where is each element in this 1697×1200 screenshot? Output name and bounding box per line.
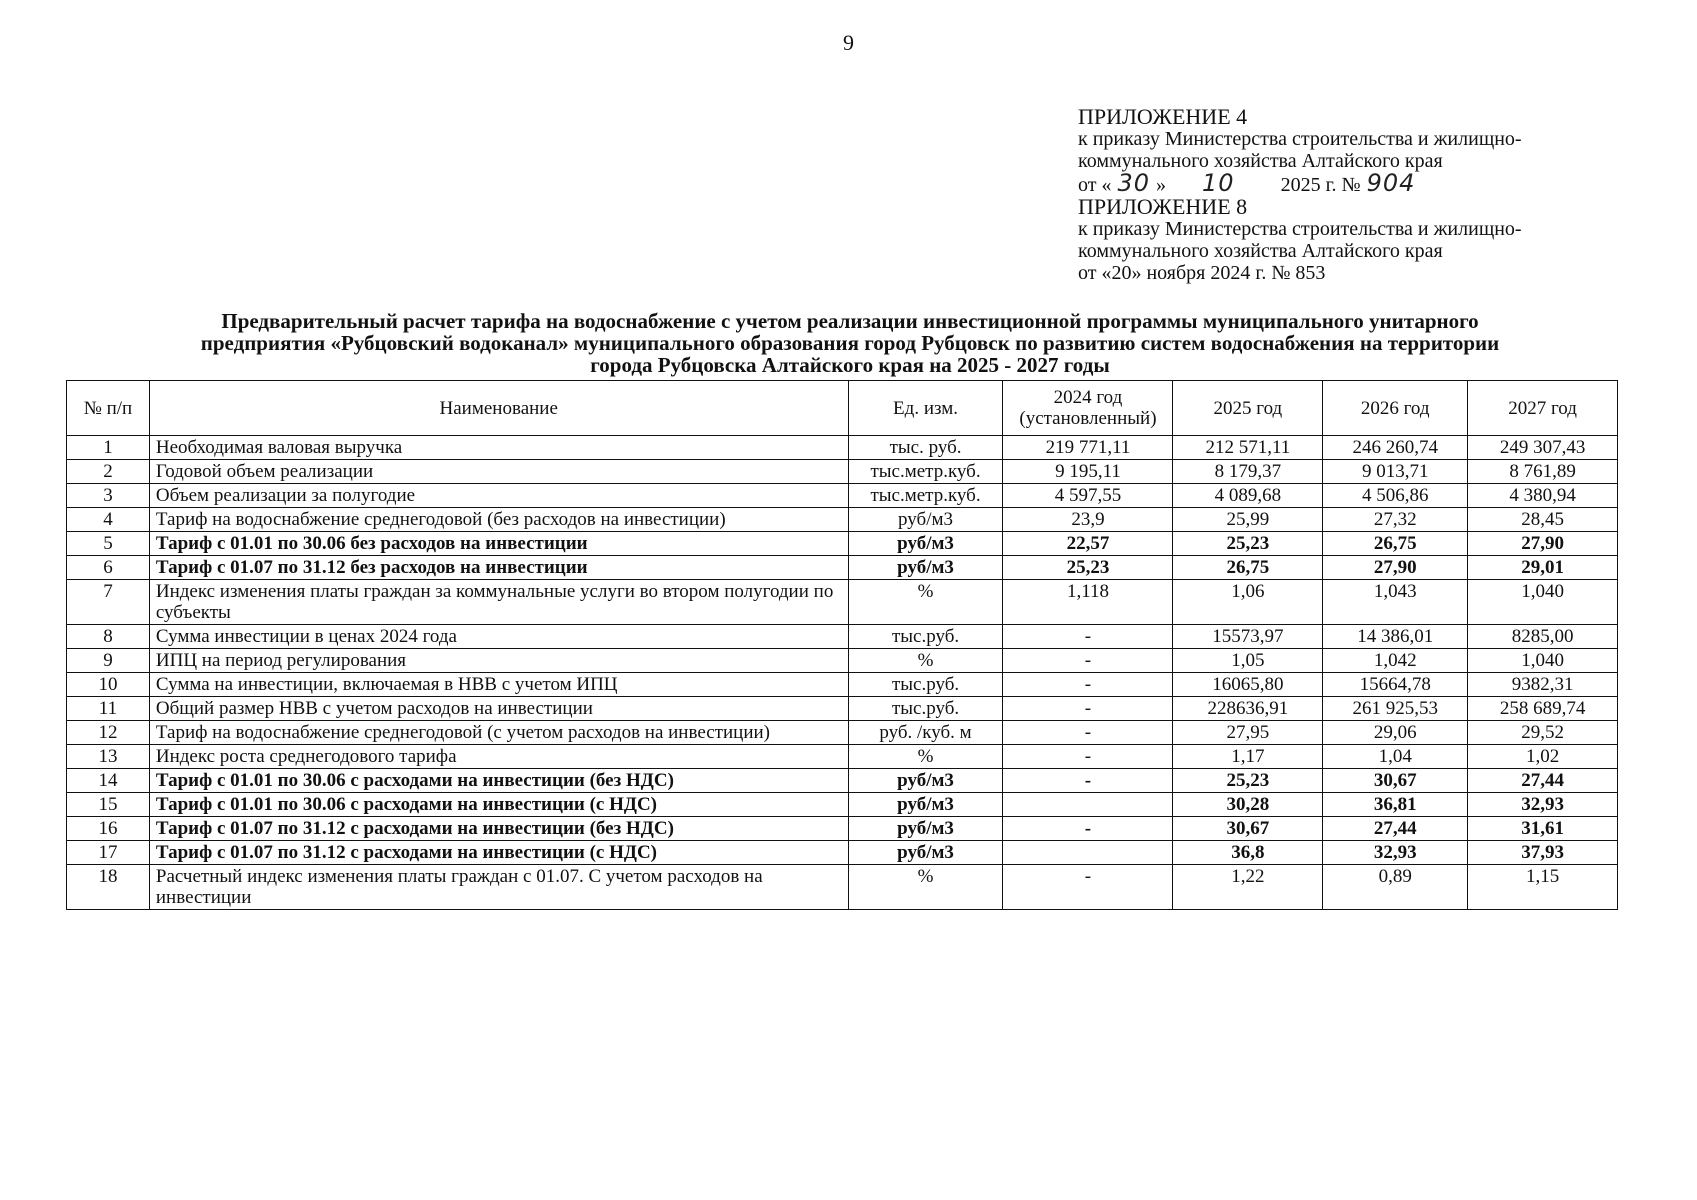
table-row xyxy=(67,436,1618,460)
row-name-cell: Тариф на водоснабжение среднегодовой (с учетом расходов на инвестиции) xyxy=(149,721,848,745)
row-value-2024: - xyxy=(1003,745,1173,769)
row-name-cell: ИПЦ на период регулирования xyxy=(149,649,848,673)
row-name-cell: Тариф с 01.01 по 30.06 с расходами на инвестиции (без НДС) xyxy=(149,769,848,793)
row-name-cell: Тариф с 01.07 по 31.12 с расходами на инвестиции (без НДС) xyxy=(149,817,848,841)
row-number-cell: 16 xyxy=(67,817,150,841)
row-value-2027: 27,44 xyxy=(1468,769,1618,793)
row-number-cell: 4 xyxy=(67,508,150,532)
row-number-cell: 8 xyxy=(67,625,150,649)
row-number-cell: 3 xyxy=(67,484,150,508)
table-row xyxy=(67,865,1618,910)
handwritten-month: 10 xyxy=(1202,169,1235,197)
row-value-2024: - xyxy=(1003,625,1173,649)
date-year: 2025 г. № xyxy=(1280,174,1361,196)
row-value-2025: 1,22 xyxy=(1173,865,1323,910)
row-number-cell: 18 xyxy=(67,865,150,910)
row-value-2025: 212 571,11 xyxy=(1173,436,1323,460)
row-value-2027: 1,040 xyxy=(1468,649,1618,673)
table-row xyxy=(67,721,1618,745)
row-value-2025: 4 089,68 xyxy=(1173,484,1323,508)
row-value-2025: 25,23 xyxy=(1173,769,1323,793)
document-title xyxy=(80,310,1620,376)
row-value-2026: 4 506,86 xyxy=(1323,484,1468,508)
row-number-cell: 11 xyxy=(67,697,150,721)
table-row xyxy=(67,580,1618,625)
row-value-2024: 25,23 xyxy=(1003,556,1173,580)
row-number-cell: 12 xyxy=(67,721,150,745)
row-value-2026: 261 925,53 xyxy=(1323,697,1468,721)
row-value-2024: 9 195,11 xyxy=(1003,460,1173,484)
date-day-suffix: » xyxy=(1156,174,1167,196)
row-value-2027: 37,93 xyxy=(1468,841,1618,865)
row-value-2026: 9 013,71 xyxy=(1323,460,1468,484)
row-name-cell: Годовой объем реализации xyxy=(149,460,848,484)
row-name-cell: Тариф с 01.01 по 30.06 без расходов на инвестиции xyxy=(149,532,848,556)
row-value-2027: 27,90 xyxy=(1468,532,1618,556)
row-name-cell: Тариф на водоснабжение среднегодовой (без расходов на инвестиции) xyxy=(149,508,848,532)
row-value-2024 xyxy=(1003,841,1173,865)
row-number-cell: 5 xyxy=(67,532,150,556)
row-value-2024: - xyxy=(1003,649,1173,673)
row-name-cell: Объем реализации за полугодие xyxy=(149,484,848,508)
row-value-2027: 9382,31 xyxy=(1468,673,1618,697)
table-row xyxy=(67,460,1618,484)
table-row xyxy=(67,532,1618,556)
table-row xyxy=(67,673,1618,697)
row-number-cell: 7 xyxy=(67,580,150,625)
appendix-date-line xyxy=(1078,169,1522,197)
row-value-2027: 249 307,43 xyxy=(1468,436,1618,460)
row-value-2026: 27,44 xyxy=(1323,817,1468,841)
row-value-2025: 1,05 xyxy=(1173,649,1323,673)
handwritten-number: 904 xyxy=(1366,169,1416,197)
row-name-cell: Общий размер НВВ с учетом расходов на инвестиции xyxy=(149,697,848,721)
row-name-cell: Тариф с 01.07 по 31.12 без расходов на инвестиции xyxy=(149,556,848,580)
row-value-2025: 26,75 xyxy=(1173,556,1323,580)
row-value-2026: 1,043 xyxy=(1323,580,1468,625)
row-value-2025: 25,23 xyxy=(1173,532,1323,556)
row-value-2025: 27,95 xyxy=(1173,721,1323,745)
row-value-2024: - xyxy=(1003,697,1173,721)
appendix-line-5: от «20» ноября 2024 г. № 853 xyxy=(1078,262,1326,284)
row-number-cell: 6 xyxy=(67,556,150,580)
row-unit-cell: тыс.руб. xyxy=(848,673,1003,697)
row-value-2027: 29,01 xyxy=(1468,556,1618,580)
header-cell: 2024 год (установленный) xyxy=(1003,381,1173,436)
row-value-2026: 36,81 xyxy=(1323,793,1468,817)
row-name-cell: Сумма на инвестиции, включаемая в НВВ с учетом ИПЦ xyxy=(149,673,848,697)
header-cell: 2027 год xyxy=(1468,381,1618,436)
title-line: предприятия «Рубцовский водоканал» муниципального образования город Рубцовск по развитию систем водоснабжения на территории xyxy=(200,331,1500,355)
row-unit-cell: руб/м3 xyxy=(848,508,1003,532)
table-row xyxy=(67,841,1618,865)
table-row xyxy=(67,769,1618,793)
row-unit-cell: руб/м3 xyxy=(848,793,1003,817)
row-value-2026: 29,06 xyxy=(1323,721,1468,745)
row-value-2027: 4 380,94 xyxy=(1468,484,1618,508)
row-unit-cell: % xyxy=(848,649,1003,673)
row-value-2025: 15573,97 xyxy=(1173,625,1323,649)
row-number-cell: 9 xyxy=(67,649,150,673)
row-number-cell: 15 xyxy=(67,793,150,817)
row-unit-cell: тыс.метр.куб. xyxy=(848,484,1003,508)
row-value-2025: 1,17 xyxy=(1173,745,1323,769)
title-line: Предварительный расчет тарифа на водоснабжение с учетом реализации инвестиционной программы муниципального унитарного xyxy=(221,309,1479,333)
table-row xyxy=(67,745,1618,769)
row-unit-cell: руб/м3 xyxy=(848,532,1003,556)
row-unit-cell: % xyxy=(848,745,1003,769)
row-value-2026: 1,04 xyxy=(1323,745,1468,769)
header-cell: 2026 год xyxy=(1323,381,1468,436)
row-value-2025: 228636,91 xyxy=(1173,697,1323,721)
row-unit-cell: % xyxy=(848,580,1003,625)
row-value-2026: 30,67 xyxy=(1323,769,1468,793)
row-value-2026: 1,042 xyxy=(1323,649,1468,673)
row-value-2025: 30,67 xyxy=(1173,817,1323,841)
row-value-2027: 29,52 xyxy=(1468,721,1618,745)
row-value-2024: - xyxy=(1003,865,1173,910)
table-row xyxy=(67,817,1618,841)
table-row xyxy=(67,649,1618,673)
row-name-cell: Сумма инвестиции в ценах 2024 года xyxy=(149,625,848,649)
row-value-2026: 32,93 xyxy=(1323,841,1468,865)
row-value-2025: 30,28 xyxy=(1173,793,1323,817)
row-number-cell: 2 xyxy=(67,460,150,484)
header-cell: 2025 год xyxy=(1173,381,1323,436)
row-value-2024: 22,57 xyxy=(1003,532,1173,556)
row-number-cell: 17 xyxy=(67,841,150,865)
row-name-cell: Тариф с 01.07 по 31.12 с расходами на инвестиции (с НДС) xyxy=(149,841,848,865)
row-value-2027: 258 689,74 xyxy=(1468,697,1618,721)
row-value-2026: 0,89 xyxy=(1323,865,1468,910)
appendix-line-1: к приказу Министерства строительства и жилищно- xyxy=(1078,128,1522,150)
row-value-2024: 23,9 xyxy=(1003,508,1173,532)
row-value-2026: 15664,78 xyxy=(1323,673,1468,697)
date-prefix: от « xyxy=(1078,174,1112,196)
row-unit-cell: % xyxy=(848,865,1003,910)
row-unit-cell: руб/м3 xyxy=(848,817,1003,841)
appendix-line-4: коммунального хозяйства Алтайского края xyxy=(1078,240,1443,262)
table-row xyxy=(67,484,1618,508)
appendix-title-1: ПРИЛОЖЕНИЕ 4 xyxy=(1078,104,1248,129)
row-value-2027: 31,61 xyxy=(1468,817,1618,841)
row-value-2027: 1,040 xyxy=(1468,580,1618,625)
row-value-2026: 14 386,01 xyxy=(1323,625,1468,649)
handwritten-day: 30 xyxy=(1117,169,1151,197)
title-line: города Рубцовска Алтайского края на 2025 - 2027 годы xyxy=(590,353,1110,377)
row-number-cell: 1 xyxy=(67,436,150,460)
appendix-line-2: коммунального хозяйства Алтайского края xyxy=(1078,150,1443,172)
header-cell: Наименование xyxy=(149,381,848,436)
header-cell: Ед. изм. xyxy=(848,381,1003,436)
row-name-cell: Индекс изменения платы граждан за коммунальные услуги во втором полугодии по субъекты xyxy=(149,580,848,625)
row-value-2027: 1,02 xyxy=(1468,745,1618,769)
row-unit-cell: руб/м3 xyxy=(848,556,1003,580)
row-unit-cell: руб. /куб. м xyxy=(848,721,1003,745)
row-number-cell: 14 xyxy=(67,769,150,793)
row-unit-cell: тыс.руб. xyxy=(848,697,1003,721)
header-cell: № п/п xyxy=(67,381,150,436)
tariff-table xyxy=(66,380,1618,910)
table-row xyxy=(67,625,1618,649)
row-number-cell: 13 xyxy=(67,745,150,769)
row-unit-cell: руб/м3 xyxy=(848,841,1003,865)
row-value-2024: 1,118 xyxy=(1003,580,1173,625)
row-value-2027: 8 761,89 xyxy=(1468,460,1618,484)
table-row xyxy=(67,508,1618,532)
row-unit-cell: тыс.метр.куб. xyxy=(848,460,1003,484)
row-value-2024: - xyxy=(1003,769,1173,793)
row-value-2025: 36,8 xyxy=(1173,841,1323,865)
row-value-2026: 27,90 xyxy=(1323,556,1468,580)
row-value-2025: 8 179,37 xyxy=(1173,460,1323,484)
table-row xyxy=(67,697,1618,721)
row-unit-cell: руб/м3 xyxy=(848,769,1003,793)
row-value-2024: 219 771,11 xyxy=(1003,436,1173,460)
table-header-row xyxy=(67,381,1618,436)
table-row xyxy=(67,793,1618,817)
row-value-2024: - xyxy=(1003,721,1173,745)
row-name-cell: Расчетный индекс изменения платы граждан с 01.07. С учетом расходов на инвестиции xyxy=(149,865,848,910)
row-number-cell: 10 xyxy=(67,673,150,697)
row-unit-cell: тыс. руб. xyxy=(848,436,1003,460)
row-value-2025: 16065,80 xyxy=(1173,673,1323,697)
row-name-cell: Индекс роста среднегодового тарифа xyxy=(149,745,848,769)
row-value-2027: 28,45 xyxy=(1468,508,1618,532)
row-unit-cell: тыс.руб. xyxy=(848,625,1003,649)
appendix-block xyxy=(1078,106,1522,284)
row-name-cell: Тариф с 01.01 по 30.06 с расходами на инвестиции (с НДС) xyxy=(149,793,848,817)
row-value-2027: 8285,00 xyxy=(1468,625,1618,649)
row-value-2024: - xyxy=(1003,673,1173,697)
row-value-2025: 25,99 xyxy=(1173,508,1323,532)
row-value-2024: - xyxy=(1003,817,1173,841)
row-value-2024: 4 597,55 xyxy=(1003,484,1173,508)
row-value-2025: 1,06 xyxy=(1173,580,1323,625)
table-row xyxy=(67,556,1618,580)
row-value-2024 xyxy=(1003,793,1173,817)
row-value-2026: 246 260,74 xyxy=(1323,436,1468,460)
row-value-2026: 27,32 xyxy=(1323,508,1468,532)
page-number: 9 xyxy=(843,30,854,55)
row-name-cell: Необходимая валовая выручка xyxy=(149,436,848,460)
table-body xyxy=(67,436,1618,910)
appendix-line-3: к приказу Министерства строительства и жилищно- xyxy=(1078,218,1522,240)
row-value-2026: 26,75 xyxy=(1323,532,1468,556)
appendix-title-2: ПРИЛОЖЕНИЕ 8 xyxy=(1078,194,1248,219)
row-value-2027: 1,15 xyxy=(1468,865,1618,910)
row-value-2027: 32,93 xyxy=(1468,793,1618,817)
